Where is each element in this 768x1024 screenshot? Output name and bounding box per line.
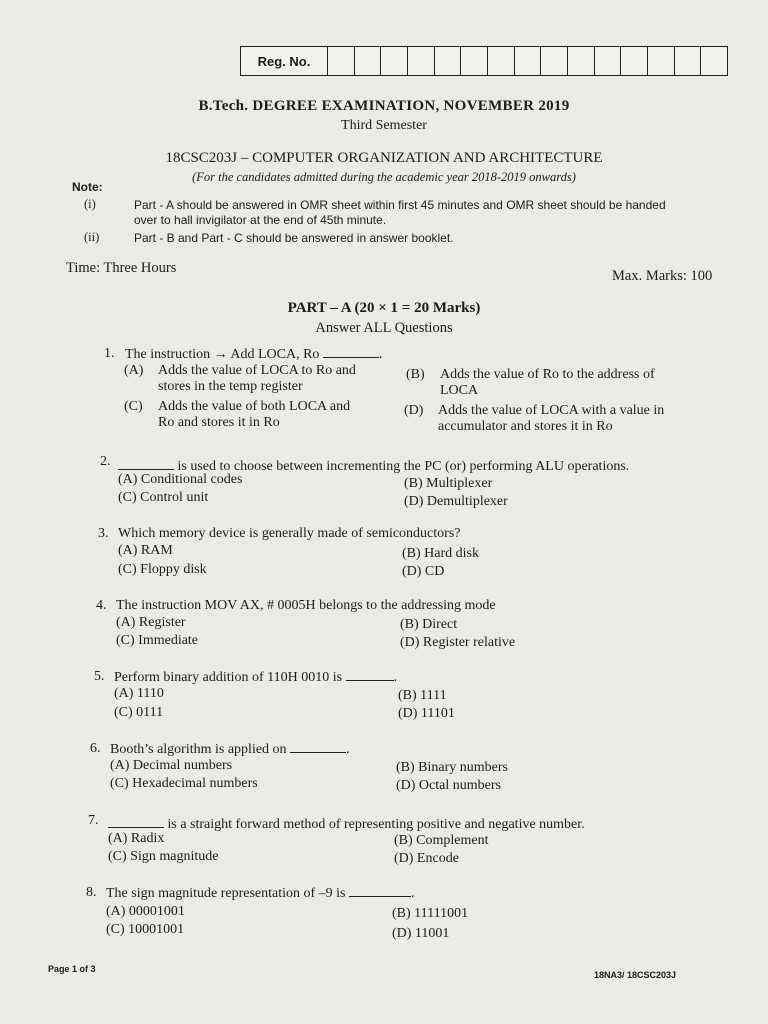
q1-stem: The instruction → Add LOCA, Ro bbox=[125, 347, 320, 362]
q1-d-line1: Adds the value of LOCA with a value in bbox=[438, 403, 665, 418]
q8-option-c: (C) 10001001 bbox=[106, 922, 185, 937]
q6-number: 6. bbox=[90, 741, 101, 756]
q3-option-b: (B) Hard disk bbox=[402, 546, 479, 561]
reg-no-cell bbox=[541, 47, 568, 75]
reg-no-cell bbox=[461, 47, 488, 75]
q3-option-a: (A) RAM bbox=[118, 543, 173, 558]
q4-option-a: (A) Register bbox=[116, 615, 186, 630]
q3-option-d: (D) CD bbox=[402, 564, 445, 579]
q6-text: Booth’s algorithm is applied on . bbox=[110, 742, 350, 757]
q1-blank bbox=[323, 345, 379, 358]
reg-no-cell bbox=[355, 47, 382, 75]
q1-number: 1. bbox=[104, 346, 115, 361]
reg-no-box bbox=[240, 46, 728, 76]
q1-c-line2: Ro and stores it in Ro bbox=[158, 415, 280, 430]
q1-b-label: (B) bbox=[406, 367, 425, 382]
q3-number: 3. bbox=[98, 526, 109, 541]
max-marks: Max. Marks: 100 bbox=[612, 268, 713, 284]
reg-no-cell bbox=[595, 47, 622, 75]
q8-option-a: (A) 00001001 bbox=[106, 904, 185, 919]
q1-b-line2: LOCA bbox=[440, 383, 479, 398]
q5-stem: Perform binary addition of 110H 0010 is bbox=[114, 670, 343, 685]
q1-d-line2: accumulator and stores it in Ro bbox=[438, 419, 613, 434]
reg-no-cell bbox=[381, 47, 408, 75]
q6-stem: Booth’s algorithm is applied on bbox=[110, 742, 287, 757]
note-i-line1: Part - A should be answered in OMR sheet within first 45 minutes and OMR sheet should be handed bbox=[134, 198, 666, 212]
q1-option-c bbox=[158, 399, 350, 431]
q1-a-label: (A) bbox=[124, 363, 144, 378]
q6-option-c: (C) Hexadecimal numbers bbox=[110, 776, 258, 791]
q5-number: 5. bbox=[94, 669, 105, 684]
q5-option-d: (D) 11101 bbox=[398, 706, 455, 721]
q7-blank bbox=[108, 815, 164, 828]
q4-option-b: (B) Direct bbox=[400, 617, 458, 632]
course-title: 18CSC203J – COMPUTER ORGANIZATION AND ARCHITECTURE bbox=[165, 150, 603, 166]
note-i-num: (i) bbox=[84, 197, 96, 211]
q4-option-c: (C) Immediate bbox=[116, 633, 199, 648]
q7-option-c: (C) Sign magnitude bbox=[108, 849, 219, 864]
q7-option-b: (B) Complement bbox=[394, 833, 489, 848]
note-i-text bbox=[134, 198, 734, 228]
q1-c-line1: Adds the value of both LOCA and bbox=[158, 399, 351, 414]
reg-no-cell bbox=[621, 47, 648, 75]
q4-option-d: (D) Register relative bbox=[400, 635, 516, 650]
q5-blank bbox=[346, 668, 394, 681]
reg-no-cell bbox=[435, 47, 462, 75]
q4-text: The instruction MOV AX, # 0005H belongs to the addressing mode bbox=[116, 598, 496, 613]
q7-text bbox=[108, 815, 585, 833]
q2-option-a: (A) Conditional codes bbox=[118, 472, 243, 487]
q4-number: 4. bbox=[96, 598, 107, 613]
reg-no-cell bbox=[515, 47, 542, 75]
q8-stem: The sign magnitude representation of –9 is bbox=[106, 886, 346, 901]
q8-option-b: (B) 11111001 bbox=[392, 906, 469, 921]
q6-option-b: (B) Binary numbers bbox=[396, 760, 508, 775]
candidates-note: (For the candidates admitted during the academic year 2018-2019 onwards) bbox=[192, 170, 576, 184]
q1-b-line1: Adds the value of Ro to the address of bbox=[440, 367, 655, 382]
q1-option-b bbox=[440, 367, 655, 399]
q2-number: 2. bbox=[100, 454, 111, 469]
reg-no-cell bbox=[328, 47, 355, 75]
q5-option-b: (B) 1111 bbox=[398, 688, 447, 703]
q1-option-d bbox=[438, 403, 664, 435]
q2-option-d: (D) Demultiplexer bbox=[404, 494, 508, 509]
q6-option-d: (D) Octal numbers bbox=[396, 778, 501, 793]
q8-number: 8. bbox=[86, 885, 97, 900]
exam-time: Time: Three Hours bbox=[66, 260, 177, 276]
q3-option-c: (C) Floppy disk bbox=[118, 562, 207, 577]
q1-text: The instruction → Add LOCA, Ro . bbox=[125, 347, 383, 362]
q5-option-c: (C) 0111 bbox=[114, 705, 164, 720]
part-a-heading: PART – A (20 × 1 = 20 Marks) bbox=[287, 300, 481, 316]
q8-blank bbox=[349, 884, 411, 897]
reg-no-cell bbox=[648, 47, 675, 75]
q7-number: 7. bbox=[88, 813, 99, 828]
q5-text: Perform binary addition of 110H 0010 is . bbox=[114, 670, 398, 685]
note-ii-num: (ii) bbox=[84, 230, 100, 244]
reg-no-cell bbox=[488, 47, 515, 75]
q8-text: The sign magnitude representation of –9 is . bbox=[106, 886, 415, 901]
note-i-line2: over to hall invigilator at the end of 45th minute. bbox=[134, 213, 387, 227]
q7-stem: is a straight forward method of representing positive and negative number. bbox=[167, 817, 585, 832]
note-title: Note: bbox=[72, 180, 103, 194]
q2-stem: is used to choose between incrementing the PC (or) performing ALU operations. bbox=[177, 459, 630, 474]
q2-option-c: (C) Control unit bbox=[118, 490, 209, 505]
q3-text: Which memory device is generally made of semiconductors? bbox=[118, 526, 461, 541]
reg-no-label: Reg. No. bbox=[241, 47, 328, 75]
page-number: Page 1 of 3 bbox=[48, 964, 96, 974]
q2-option-b: (B) Multiplexer bbox=[404, 476, 493, 491]
q1-a-line1: Adds the value of LOCA to Ro and bbox=[158, 363, 356, 378]
semester: Third Semester bbox=[341, 118, 427, 133]
reg-no-cell bbox=[408, 47, 435, 75]
paper-code: 18NA3/ 18CSC203J bbox=[594, 970, 677, 980]
q6-option-a: (A) Decimal numbers bbox=[110, 758, 233, 773]
reg-no-cell bbox=[568, 47, 595, 75]
q1-option-a bbox=[158, 363, 356, 395]
q6-blank bbox=[290, 740, 346, 753]
exam-title: B.Tech. DEGREE EXAMINATION, NOVEMBER 2019 bbox=[198, 98, 570, 114]
q5-option-a: (A) 1110 bbox=[114, 686, 164, 701]
reg-no-cell bbox=[675, 47, 702, 75]
q1-a-line2: stores in the temp register bbox=[158, 379, 303, 394]
q1-d-label: (D) bbox=[404, 403, 424, 418]
q7-option-a: (A) Radix bbox=[108, 831, 165, 846]
q8-option-d: (D) 11001 bbox=[392, 926, 450, 941]
note-ii-text: Part - B and Part - C should be answered in answer booklet. bbox=[134, 231, 454, 245]
q2-blank bbox=[118, 457, 174, 470]
q7-option-d: (D) Encode bbox=[394, 851, 459, 866]
q1-c-label: (C) bbox=[124, 399, 143, 414]
reg-no-cell bbox=[701, 47, 727, 75]
answer-all: Answer ALL Questions bbox=[315, 320, 453, 336]
